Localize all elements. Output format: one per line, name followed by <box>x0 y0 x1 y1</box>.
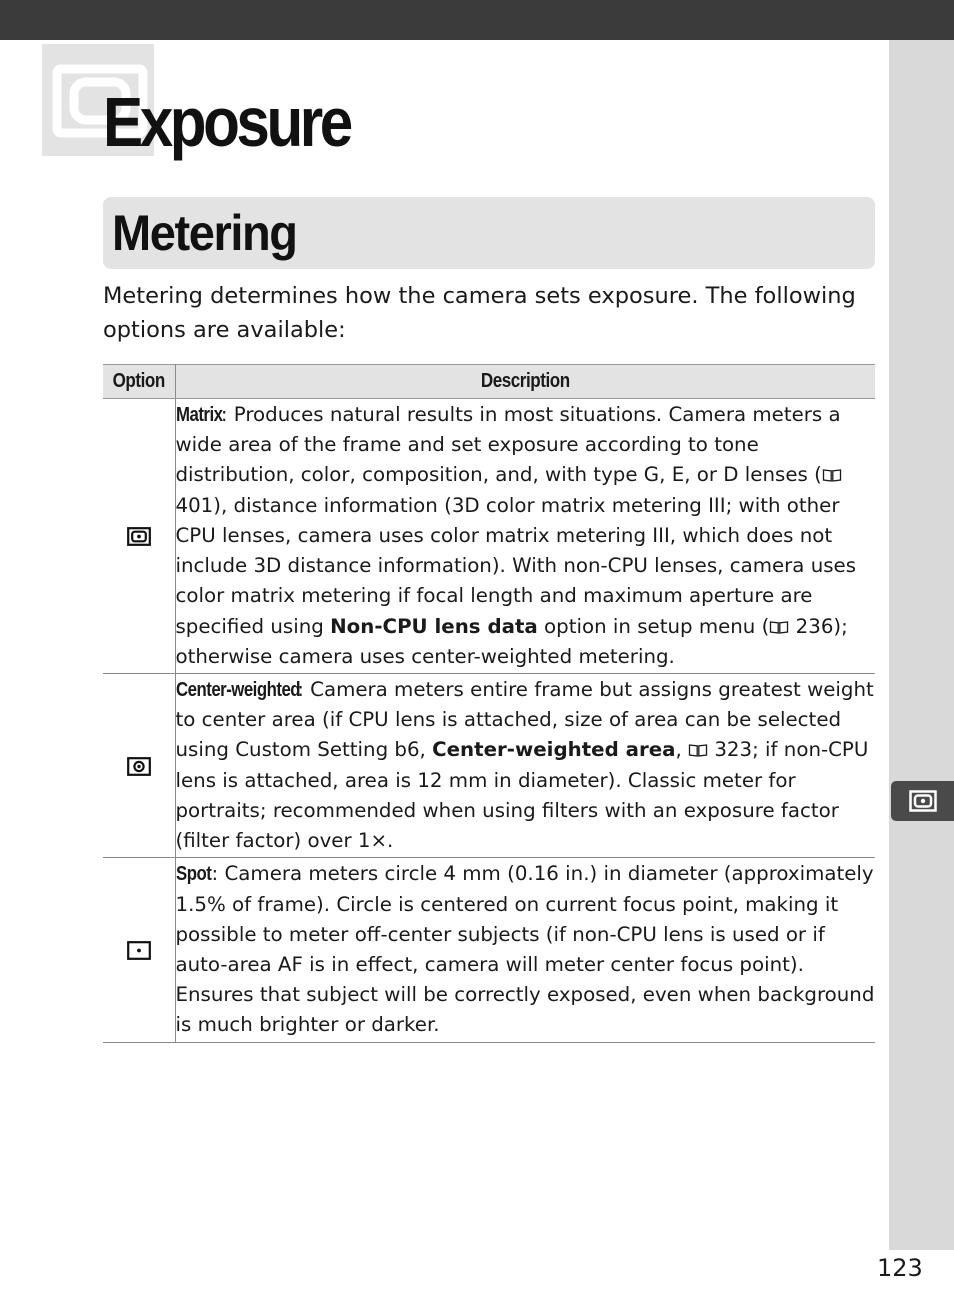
option-label: Center-weighted <box>175 678 300 701</box>
table-row <box>103 674 875 858</box>
chapter-side-tab[interactable] <box>891 781 954 821</box>
description-cell: Matrix: Produces natural results in most situations. Camera meters a wide area of the frame and set exposure according to tone distribution, color, composition, and, with type G, E, or D lenses ( 401), distance information (3D color matrix metering III; with other CPU lenses, camera uses color matrix metering III, which does not include 3D distance information). With non-CPU lenses, camera uses color matrix metering if focal length and maximum aperture are specified using Non-CPU lens data option in setup menu ( 236); otherwise camera uses center-weighted metering. <box>175 399 875 674</box>
description-cell: Spot: Camera meters circle 4 mm (0.16 in.) in diameter (approximately 1.5% of frame). Circle is centered on current focus point, making it possible to meter off-center subjects (if non-CPU lens is used or if auto-area AF is in effect, camera will meter center focus point). Ensures that subject will be correctly exposed, even when background is much brighter or darker. <box>175 858 875 1043</box>
center-weighted-metering-icon <box>127 757 151 776</box>
matrix-metering-icon <box>127 527 151 546</box>
metering-options-table <box>103 364 875 1043</box>
table-row <box>103 858 875 1043</box>
description-cell: Center-weighted: Camera meters entire frame but assigns greatest weight to center area (if CPU lens is attached, size of area can be selected using Custom Setting b6, Center-weighted area, 323; if non-CPU lens is attached, area is 12 mm in diameter). Classic meter for portraits; recommended when using filters with an exposure factor (filter factor) over 1×. <box>175 674 875 858</box>
section-title: Metering <box>112 205 297 261</box>
book-icon <box>822 468 842 482</box>
option-cell <box>103 399 175 674</box>
header-description: Description <box>175 365 875 399</box>
top-bar <box>0 0 954 40</box>
chapter-title: Exposure <box>103 83 350 161</box>
spot-metering-icon <box>127 941 151 960</box>
option-cell <box>103 858 175 1043</box>
option-label: Matrix <box>175 404 222 427</box>
book-icon <box>688 743 708 757</box>
option-label: Spot <box>175 863 211 886</box>
book-icon <box>769 620 789 634</box>
table-header-row <box>103 365 875 399</box>
page-number: 123 <box>877 1254 923 1282</box>
intro-paragraph: Metering determines how the camera sets exposure. The following options are available: <box>103 283 856 343</box>
header-option: Option <box>103 365 175 399</box>
option-cell <box>103 674 175 858</box>
matrix-metering-icon <box>909 790 937 812</box>
side-bar <box>889 40 954 1250</box>
table-row <box>103 399 875 674</box>
